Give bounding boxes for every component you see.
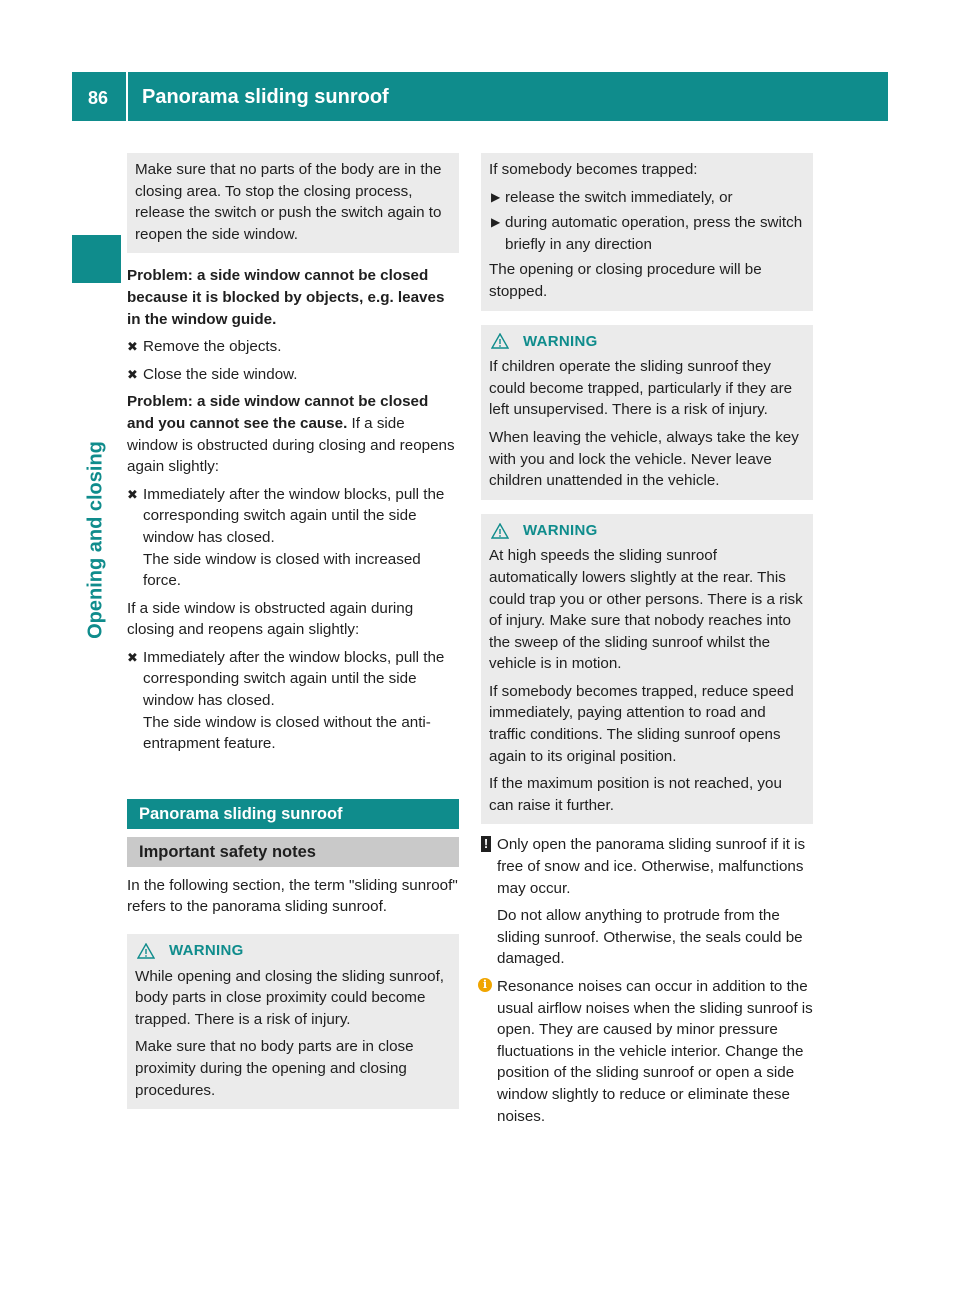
step-arrow-icon: ✖ <box>127 486 138 502</box>
notice-text: Only open the panorama sliding sunroof if it is free of snow and ice. Otherwise, malfunctions may occur. <box>497 836 806 897</box>
page-header <box>72 72 888 121</box>
problem-text: If a side window is obstructed during closing and reopens again slightly: <box>127 414 455 476</box>
warning-label: WARNING <box>523 521 598 539</box>
step-text: Remove the objects. <box>143 338 282 356</box>
warning-triangle-icon <box>137 943 155 959</box>
bullet-icon: ▶ <box>491 215 501 230</box>
warning-label: WARNING <box>169 942 244 960</box>
warning-box <box>481 325 813 500</box>
warning-box <box>127 934 459 1109</box>
info-box <box>127 153 459 253</box>
warning-triangle-icon <box>491 523 509 539</box>
info-text: Resonance noises can occur in addition to the usual airflow noises when the sliding sunroof is open. They are caused by minor pressure fluctuations in the vehicle interior. Change the position of the sliding sunroof or open a side window slightly to reduce or eliminate these noises. <box>497 978 813 1125</box>
problem-heading: Problem: a side window cannot be closed and you cannot see the cause. <box>127 393 429 432</box>
notice-block <box>481 834 813 970</box>
bullet-item <box>489 212 805 255</box>
step-arrow-icon: ✖ <box>127 366 138 382</box>
step-item <box>127 647 459 755</box>
warning-text: At high speeds the sliding sunroof automatically lowers slightly at the rear. This could trap you or other persons. There is a risk of injury. Make sure that nobody reaches into the sweep of the sliding sunroof whilst the vehicle is in motion. <box>489 547 803 673</box>
section-heading: Panorama sliding sunroof <box>127 799 459 829</box>
info-block <box>481 976 813 1127</box>
step-result: The side window is closed without the anti-entrapment feature. <box>143 713 431 753</box>
step-arrow-icon: ✖ <box>127 649 138 665</box>
warning-text: Make sure that no body parts are in close proximity during the opening and closing procedures. <box>135 1038 414 1099</box>
exclamation-icon: ! <box>481 836 491 852</box>
subsection-heading: Important safety notes <box>127 837 459 867</box>
warning-text: If the maximum position is not reached, you can raise it further. <box>489 775 782 814</box>
warning-text: If children operate the sliding sunroof they could become trapped, particularly if they are left unsupervised. There is a risk of injury. <box>489 358 793 419</box>
warning-triangle-icon <box>491 333 509 349</box>
page-number: 86 <box>88 88 109 108</box>
step-text: Immediately after the window blocks, pull the corresponding switch again until the side window has closed. <box>143 485 445 546</box>
info-box <box>481 153 813 311</box>
warning-header <box>135 940 451 962</box>
notice-text: Do not allow anything to protrude from the sliding sunroof. Otherwise, the seals could be damaged. <box>497 907 803 968</box>
warning-header <box>489 520 805 542</box>
warning-text: While opening and closing the sliding sunroof, body parts in close proximity could become trapped. There is a risk of injury. <box>135 967 445 1028</box>
step-item <box>127 336 459 358</box>
box-outro: The opening or closing procedure will be stopped. <box>489 261 762 300</box>
step-text: Close the side window. <box>143 365 298 383</box>
warning-label: WARNING <box>523 332 598 350</box>
step-item <box>127 364 459 386</box>
bullet-icon: ▶ <box>491 189 501 204</box>
paragraph: If a side window is obstructed again during closing and reopens again slightly: <box>127 599 414 639</box>
bullet-text: release the switch immediately, or <box>505 188 733 206</box>
page-title: Panorama sliding sunroof <box>142 86 389 108</box>
bullet-item <box>489 187 805 209</box>
info-icon: i <box>478 978 492 992</box>
left-column <box>127 153 459 1109</box>
chapter-marker <box>72 235 121 283</box>
step-result: The side window is closed with increased force. <box>143 550 421 590</box>
chapter-label: Opening and closing <box>84 441 107 639</box>
warning-header <box>489 331 805 353</box>
warning-text: If somebody becomes trapped, reduce speed immediately, paying attention to road and traffic conditions. The sliding sunroof opens again to its original position. <box>489 682 794 765</box>
box-intro: If somebody becomes trapped: <box>489 161 698 178</box>
step-arrow-icon: ✖ <box>127 339 138 355</box>
step-text: Immediately after the window blocks, pull the corresponding switch again until the side window has closed. <box>143 648 445 710</box>
warning-box <box>481 514 813 825</box>
intro-paragraph: In the following section, the term "sliding sunroof" refers to the panorama sliding sunroof. <box>127 876 458 916</box>
bullet-text: during automatic operation, press the switch briefly in any direction <box>505 214 803 253</box>
header-divider <box>126 72 128 121</box>
box-text: Make sure that no parts of the body are in the closing area. To stop the closing process, release the switch or push the switch again to reopen the side window. <box>135 161 442 243</box>
step-item <box>127 484 459 592</box>
right-column <box>481 153 813 1133</box>
problem-heading: Problem: a side window cannot be closed because it is blocked by objects, e.g. leaves in the window guide. <box>127 267 445 328</box>
warning-text: When leaving the vehicle, always take the key with you and lock the vehicle. Never leave children unattended in the vehicle. <box>489 428 799 490</box>
problem-paragraph <box>127 391 459 477</box>
